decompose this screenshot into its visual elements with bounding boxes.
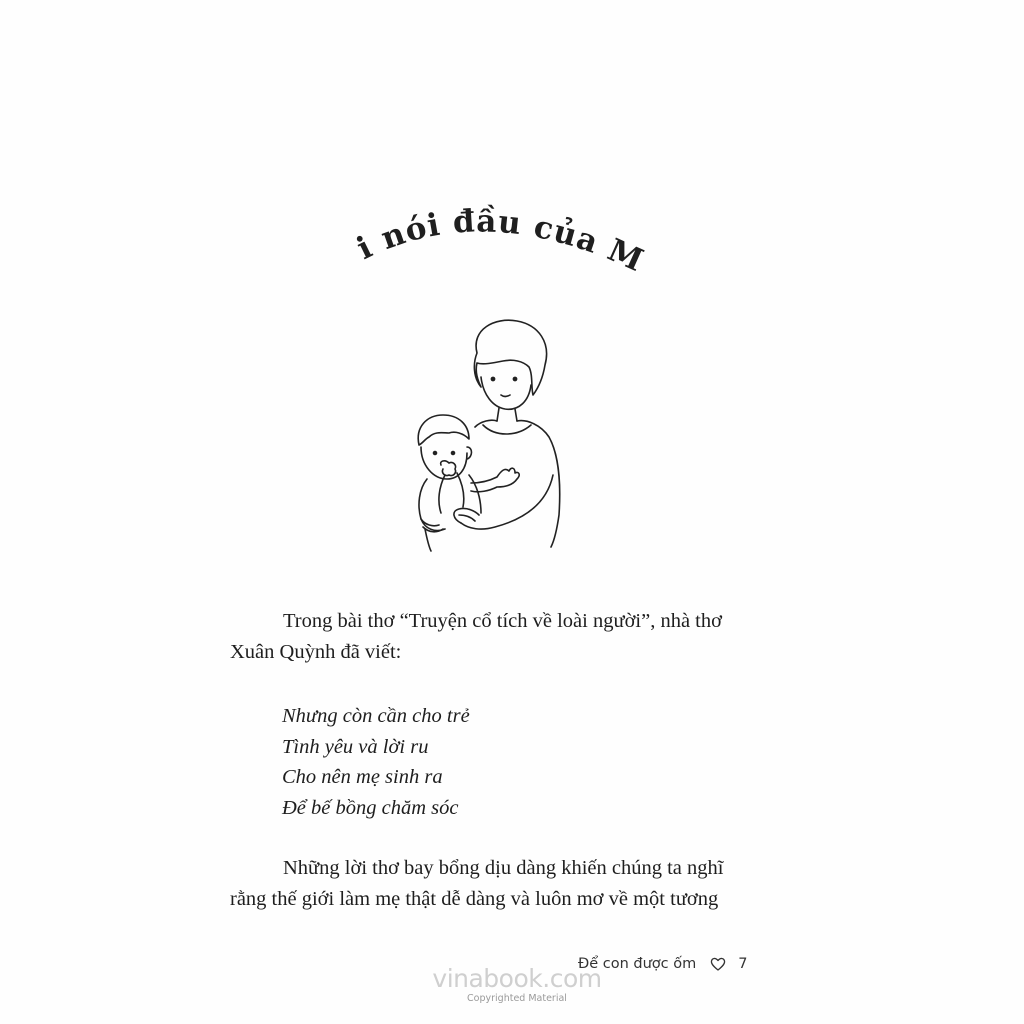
mother-face bbox=[481, 377, 531, 409]
page-number: 7 bbox=[738, 956, 748, 972]
child-hair bbox=[418, 415, 469, 445]
mother-eye-right bbox=[513, 377, 516, 380]
heart-outline-icon bbox=[710, 956, 726, 972]
watermark-main-text: vinabook.com bbox=[432, 964, 602, 993]
poem-line-2: Tình yêu và lời ru bbox=[282, 735, 429, 758]
chapter-title-arc bbox=[318, 177, 650, 285]
second-paragraph-line-2: rằng thế giới làm mẹ thật dễ dàng và luôn mơ về một tương bbox=[230, 888, 719, 910]
chapter-title bbox=[318, 177, 650, 285]
intro-paragraph bbox=[230, 606, 770, 668]
child-eye-left bbox=[434, 452, 437, 455]
page-footer bbox=[578, 956, 748, 972]
second-paragraph bbox=[230, 853, 770, 915]
child-lower-body bbox=[425, 529, 431, 551]
mother-hair bbox=[474, 320, 546, 395]
chapter-title-text: Lời nói đầu của Mẹ bbox=[318, 177, 650, 280]
mother-eye-left bbox=[491, 377, 494, 380]
poem-line-4: Để bế bồng chăm sóc bbox=[282, 796, 459, 819]
mother-mouth bbox=[501, 395, 510, 397]
poem-line-1: Nhưng còn cần cho trẻ bbox=[282, 705, 470, 727]
mother-collar bbox=[483, 425, 531, 434]
mother-hand bbox=[454, 508, 479, 523]
intro-paragraph-line-1: Trong bài thơ “Truyện cổ tích về loài người”, nhà thơ bbox=[283, 610, 722, 632]
second-paragraph-line-1: Những lời thơ bay bổng dịu dàng khiến chúng ta nghĩ bbox=[283, 857, 724, 879]
intro-paragraph-line-2: Xuân Quỳnh đã viết: bbox=[230, 641, 402, 663]
poem-quote bbox=[282, 701, 470, 823]
watermark-sub-text: Copyrighted Material bbox=[467, 993, 567, 1004]
child-hand bbox=[441, 461, 456, 476]
child-reaching-hand bbox=[471, 468, 519, 492]
child-eye-right bbox=[452, 452, 455, 455]
mother-and-child-illustration bbox=[405, 315, 575, 555]
footer-book-title: Để con được ốm bbox=[578, 956, 697, 972]
poem-line-3: Cho nên mẹ sinh ra bbox=[282, 766, 443, 788]
vinabook-watermark bbox=[432, 965, 602, 1005]
